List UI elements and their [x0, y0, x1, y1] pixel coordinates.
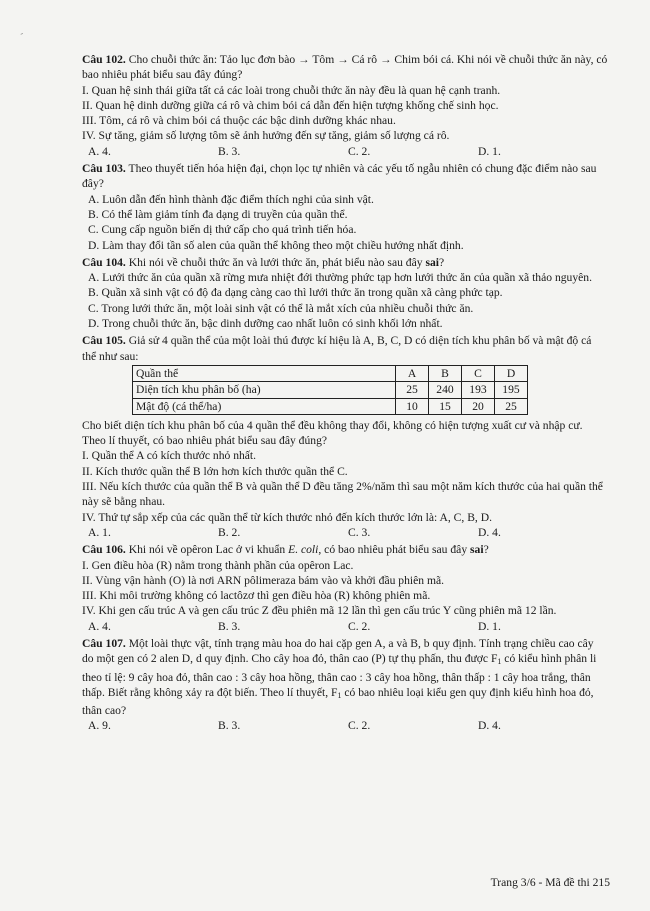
question-number: Câu 102. [82, 53, 126, 66]
option-d: D. Làm thay đổi tần số alen của quần thể không theo một chiều hướng nhất định. [88, 238, 464, 252]
question-stem: Câu 103. Theo thuyết tiến hóa hiện đại, chọn lọc tự nhiên và các yếu tố ngẫu nhiên có chung đặc điểm nào sau đây? [82, 162, 597, 191]
option-c: C. 3. [348, 525, 371, 539]
question-context: Cho biết diện tích khu phân bố của 4 quần thể đều không thay đổi, không có hiện tượng xuất cư và nhập cư. Theo lí thuyết, có bao nhiêu phát biểu sau đây đúng? [82, 418, 583, 448]
statement: IV. Sự tăng, giảm số lượng tôm sẽ ảnh hưởng đến sự tăng, giảm số lượng cá rô. [82, 129, 450, 143]
table-cell: 193 [462, 382, 495, 398]
table-cell: Diện tích khu phân bố (ha) [133, 382, 396, 398]
table-cell: 25 [396, 382, 429, 398]
statement: I. Gen điều hòa (R) nằm trong thành phần của opêron Lac. [82, 558, 354, 572]
option-b: B. Quần xã sinh vật có độ đa dạng càng cao thì lưới thức ăn trong quần xã càng phức tạp. [88, 286, 503, 300]
table-cell: D [495, 365, 528, 381]
population-table [132, 365, 528, 415]
answer-options [82, 619, 608, 634]
option-c: C. 2. [348, 719, 371, 733]
question-number: Câu 103. [82, 162, 126, 176]
question-stem: Câu 106. Khi nói về opêron Lac ở vi khuẩn E. coli, có bao nhiêu phát biểu sau đây sai? [82, 543, 489, 557]
statement: III. Tôm, cá rô và chim bói cá thuộc các bậc dinh dưỡng khác nhau. [82, 114, 396, 128]
statement: I. Quan hệ sinh thái giữa tất cả các loài trong chuỗi thức ăn này đều là quan hệ cạnh tranh. [82, 83, 501, 97]
question-number: Câu 105. [82, 334, 126, 348]
table-cell: 25 [495, 398, 528, 414]
answer-options [82, 718, 608, 733]
table-cell: Mật độ (cá thể/ha) [133, 398, 396, 414]
question-104 [82, 255, 608, 331]
table-cell: 15 [429, 398, 462, 414]
table-cell: C [462, 365, 495, 381]
question-102 [82, 52, 608, 159]
answer-options [82, 525, 608, 540]
option-a: A. 9. [88, 719, 111, 733]
table-cell: B [429, 365, 462, 381]
option-c: C. 2. [348, 619, 371, 633]
option-c: C. Cung cấp nguồn biến dị thứ cấp cho quá trình tiến hóa. [88, 223, 357, 237]
exam-content [82, 50, 608, 734]
option-a: A. 4. [88, 619, 111, 633]
statement: III. Khi môi trường không có lactôzơ thì gen điều hòa (R) không phiên mã. [82, 589, 431, 603]
option-b: B. 3. [218, 619, 241, 633]
table-cell: 195 [495, 382, 528, 398]
question-stem: Câu 104. Khi nói về chuỗi thức ăn và lưới thức ăn, phát biểu nào sau đây sai? [82, 255, 445, 269]
table-cell: 20 [462, 398, 495, 414]
statement: II. Quan hệ dinh dưỡng giữa cá rô và chim bói cá dẫn đến hiện tượng khống chế sinh học. [82, 98, 499, 112]
option-c: C. 2. [348, 144, 371, 158]
table-cell: Quần thể [133, 365, 396, 381]
question-103 [82, 161, 608, 253]
table-row [133, 382, 528, 398]
page-footer: Trang 3/6 - Mã đề thi 215 [490, 876, 610, 889]
option-b: B. 2. [218, 525, 241, 539]
option-c: C. Trong lưới thức ăn, một loài sinh vật có thể là mắt xích của nhiều chuỗi thức ăn. [88, 301, 474, 315]
statement: III. Nếu kích thước của quần thể B và quần thể D đều tăng 2%/năm thì sau một năm kích thước của hai quần thể này sẽ bằng nhau. [82, 480, 603, 509]
question-stem: Câu 107. Một loài thực vật, tính trạng màu hoa do hai cặp gen A, a và B, b quy định. Tính trạng chiều cao cây do một gen có 2 alen D, d quy định. Cho cây hoa đỏ, thân cao (P) tự thụ phấn, thu được $F_1$ có kiểu hình phân li theo tỉ lệ: 9 cây hoa đỏ, thân cao : 3 cây hoa hồng, thân cao : 3 cây hoa hồng, thân thấp : 1 cây hoa trắng, thân thấp. Biết rằng không xảy ra đột biến. Theo lí thuyết, $F_1$ có bao nhiêu loại kiểu gen quy định kiểu hình hoa đỏ, thân cao? [82, 636, 597, 718]
option-d: D. Trong chuỗi thức ăn, bậc dinh dưỡng cao nhất luôn có sinh khối lớn nhất. [88, 317, 443, 331]
answer-options [82, 144, 608, 159]
option-a: A. 4. [88, 144, 111, 158]
statement: IV. Thứ tự sắp xếp của các quần thể từ kích thước nhỏ đến kích thước lớn là: A, C, B, D. [82, 510, 492, 524]
option-b: B. Có thể làm giảm tính đa dạng di truyền của quần thể. [88, 207, 348, 221]
option-d: D. 4. [478, 525, 501, 539]
statement: II. Kích thước quần thể B lớn hơn kích thước quần thể C. [82, 464, 348, 478]
option-d: D. 4. [478, 719, 501, 733]
option-d: D. 1. [478, 619, 501, 633]
statement: IV. Khi gen cấu trúc A và gen cấu trúc Z đều phiên mã 12 lần thì gen cấu trúc Y cũng phiên mã 12 lần. [82, 604, 557, 618]
option-b: B. 3. [218, 719, 241, 733]
question-stem: Câu 102. Cho chuỗi thức ăn: Tảo lục đơn bào → Tôm → Cá rô → Chim bói cá. Khi nói về chuỗi thức ăn này, có bao nhiêu phát biểu sau đây đúng? [82, 53, 608, 82]
question-number: Câu 107. [82, 636, 126, 650]
option-d: D. 1. [478, 144, 501, 158]
question-stem: Câu 105. Giả sử 4 quần thể của một loài thú được kí hiệu là A, B, C, D có diện tích khu phân bố và mật độ cá thể như sau: [82, 334, 592, 363]
option-a: A. Lưới thức ăn của quần xã rừng mưa nhiệt đới thường phức tạp hơn lưới thức ăn của quần xã thảo nguyên. [88, 271, 592, 285]
option-b: B. 3. [218, 144, 241, 158]
option-a: A. Luôn dẫn đến hình thành đặc điểm thích nghi của sinh vật. [88, 192, 374, 206]
question-105 [82, 333, 608, 540]
statement: I. Quần thể A có kích thước nhỏ nhất. [82, 449, 257, 463]
table-cell: 10 [396, 398, 429, 414]
table-cell: A [396, 365, 429, 381]
question-number: Câu 104. [82, 255, 126, 269]
table-header-row [133, 365, 528, 381]
question-107 [82, 636, 608, 734]
table-row [133, 398, 528, 414]
question-number: Câu 106. [82, 543, 126, 557]
scan-mark: - [18, 27, 25, 39]
question-106 [82, 542, 608, 634]
statement: II. Vùng vận hành (O) là nơi ARN pôlimeraza bám vào và khởi đầu phiên mã. [82, 573, 445, 587]
option-a: A. 1. [88, 525, 111, 539]
table-cell: 240 [429, 382, 462, 398]
